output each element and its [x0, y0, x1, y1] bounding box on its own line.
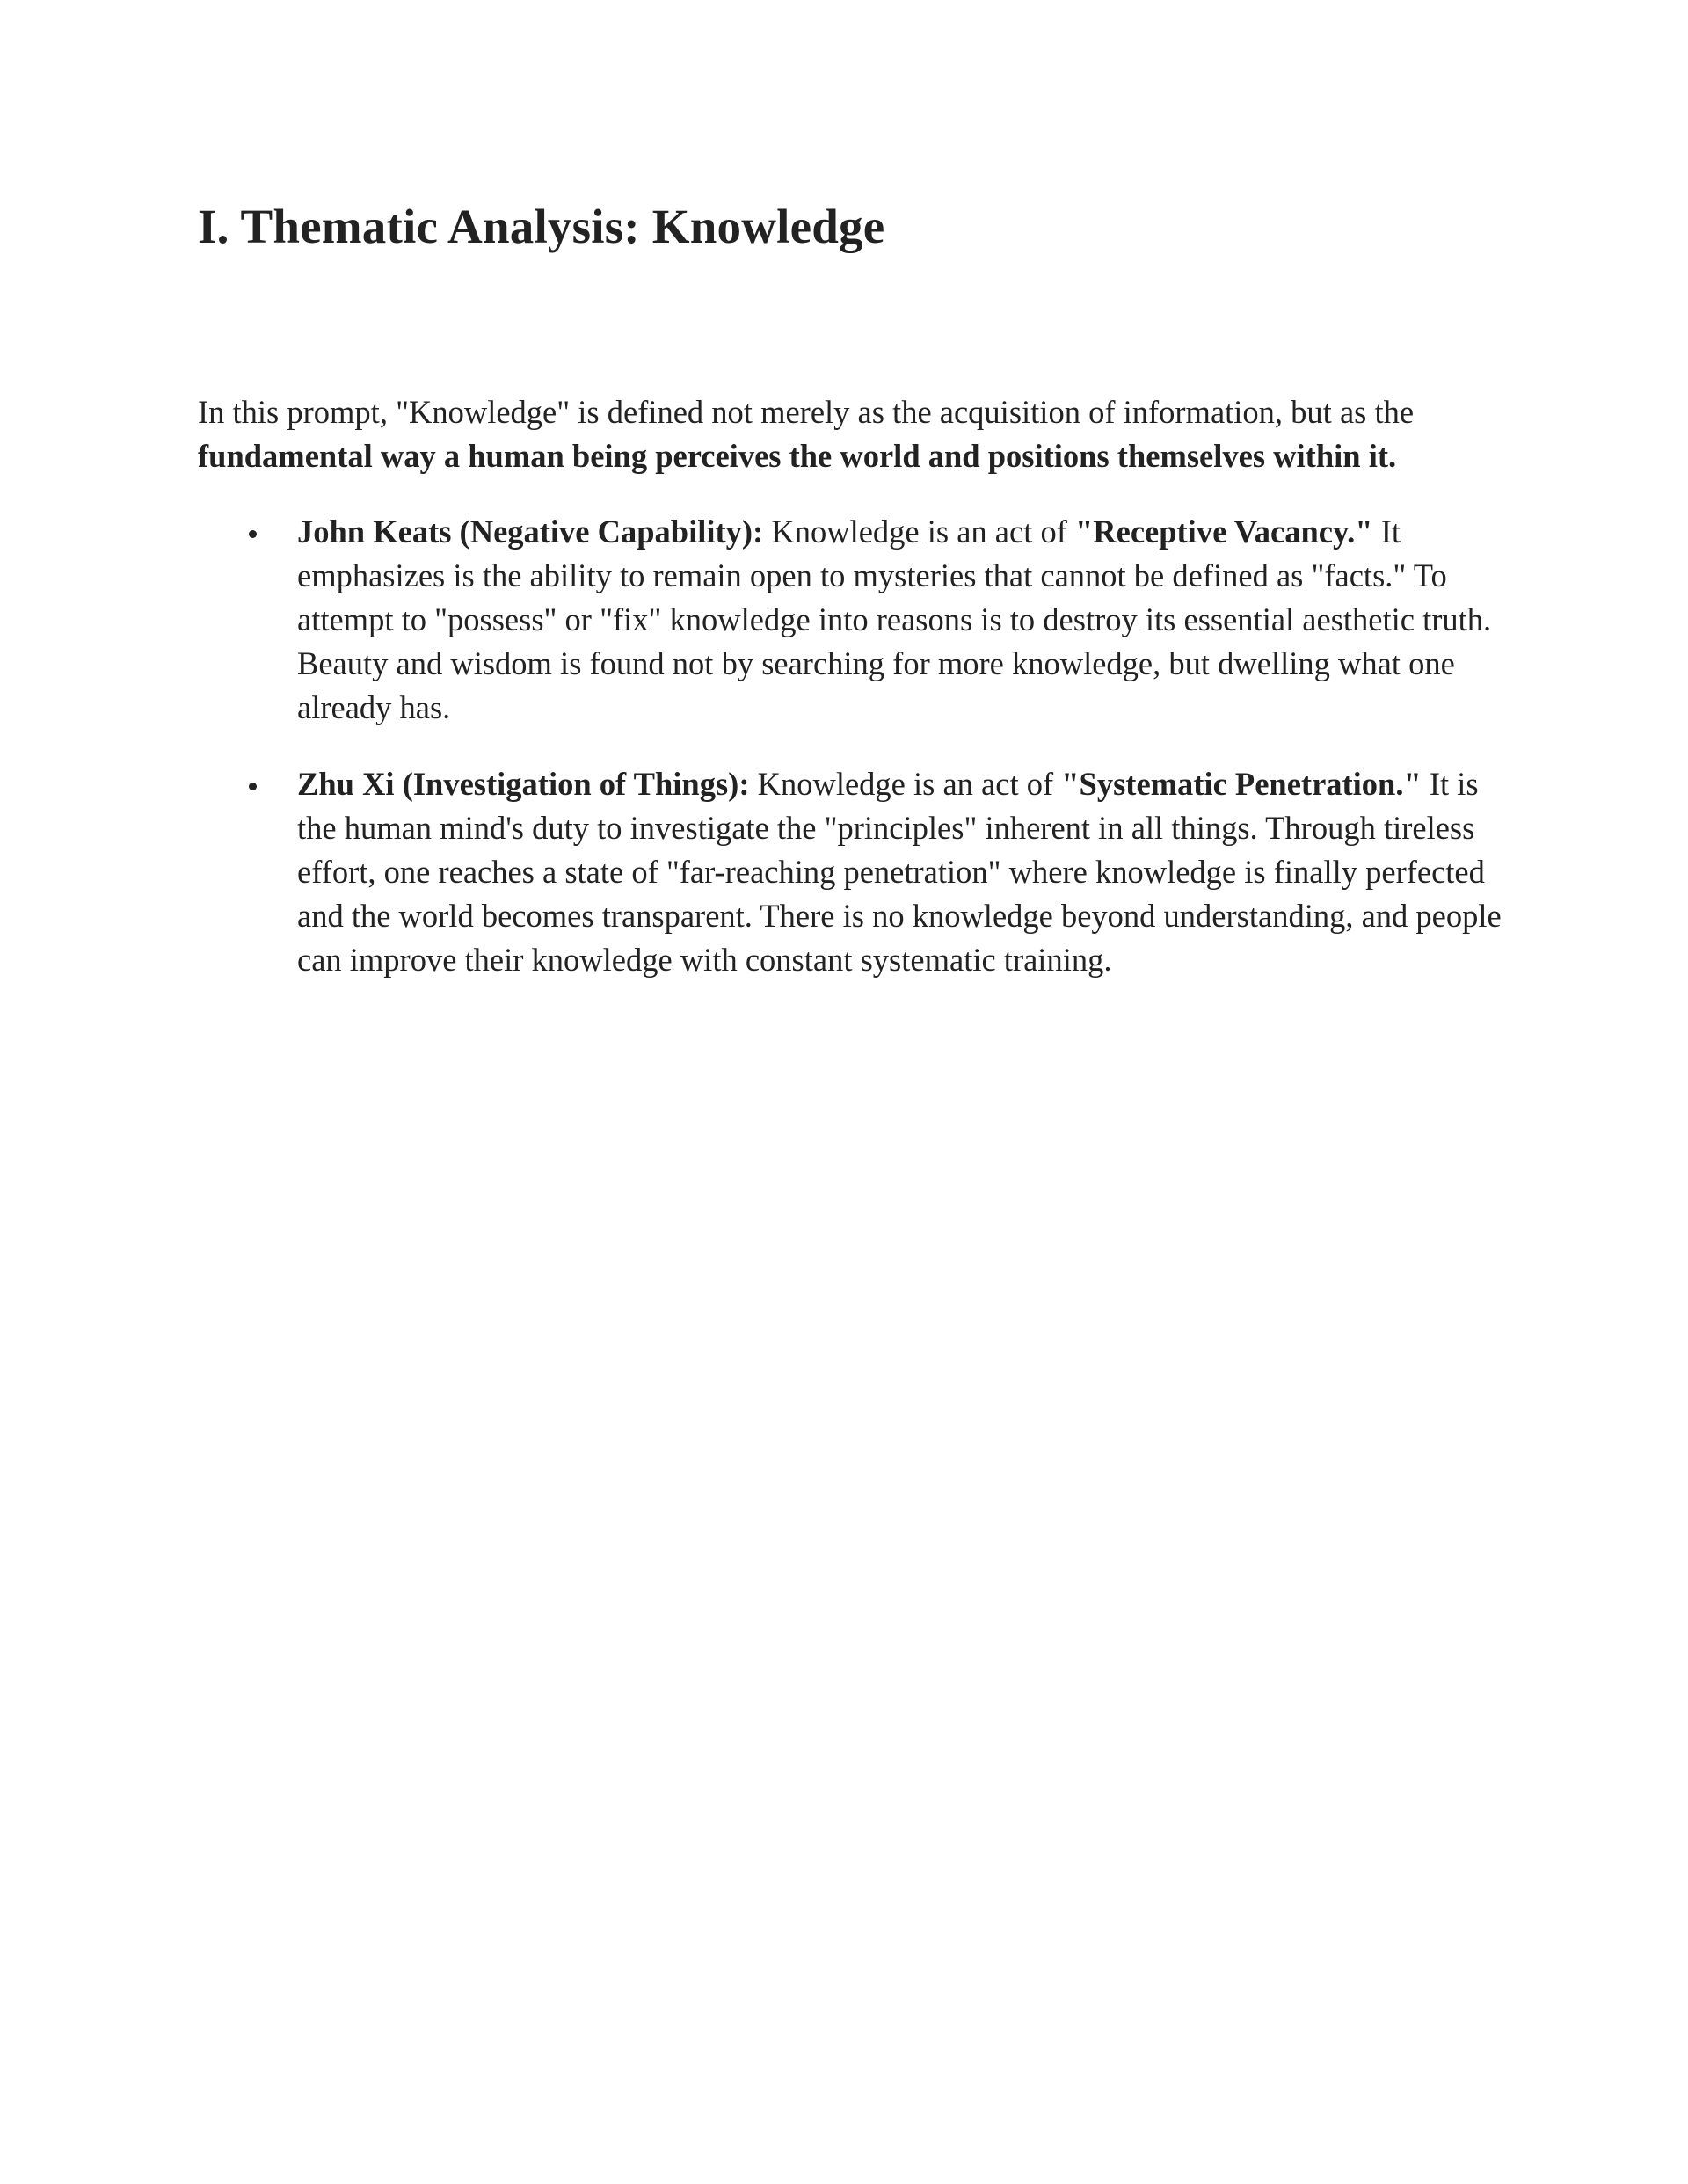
bullet-emphasis: "Receptive Vacancy."	[1075, 513, 1373, 550]
bullet-text: It is the human mind's duty to investigate the "principles" inherent in all things. Through tireless effort, one reaches a state of "far-reaching penetration" where knowledge is finally perfected and the world becomes transparent. There is no knowledge beyond understanding, and people can improve their knowledge with constant systematic training.	[297, 766, 1502, 978]
intro-paragraph	[198, 390, 1517, 478]
bullet-list	[198, 510, 1517, 982]
bullet-text: Knowledge is an act of	[749, 766, 1062, 802]
intro-bold-text: fundamental way a human being perceives the world and positions themselves within it.	[198, 438, 1397, 474]
bullet-text: Knowledge is an act of	[763, 513, 1075, 550]
bullet-dot-icon	[249, 783, 257, 790]
bullet-emphasis: "Systematic Penetration."	[1061, 766, 1422, 802]
bullet-text: It emphasizes is the ability to remain open to mysteries that cannot be defined as "facts." To attempt to "possess" or "fix" knowledge into reasons is to destroy its essential aesthetic truth. Beauty and wisdom is found not by searching for more knowledge, but dwelling what one already has.	[297, 513, 1492, 725]
bullet-dot-icon	[249, 530, 257, 538]
intro-text: In this prompt, "Knowledge" is defined not merely as the acquisition of information, but as the	[198, 394, 1415, 430]
list-item-zhu-xi	[198, 762, 1517, 982]
bullet-heading: John Keats (Negative Capability):	[297, 513, 764, 550]
bullet-heading: Zhu Xi (Investigation of Things):	[297, 766, 750, 802]
list-item-keats	[198, 510, 1517, 730]
document-title: I. Thematic Analysis: Knowledge	[198, 200, 885, 253]
